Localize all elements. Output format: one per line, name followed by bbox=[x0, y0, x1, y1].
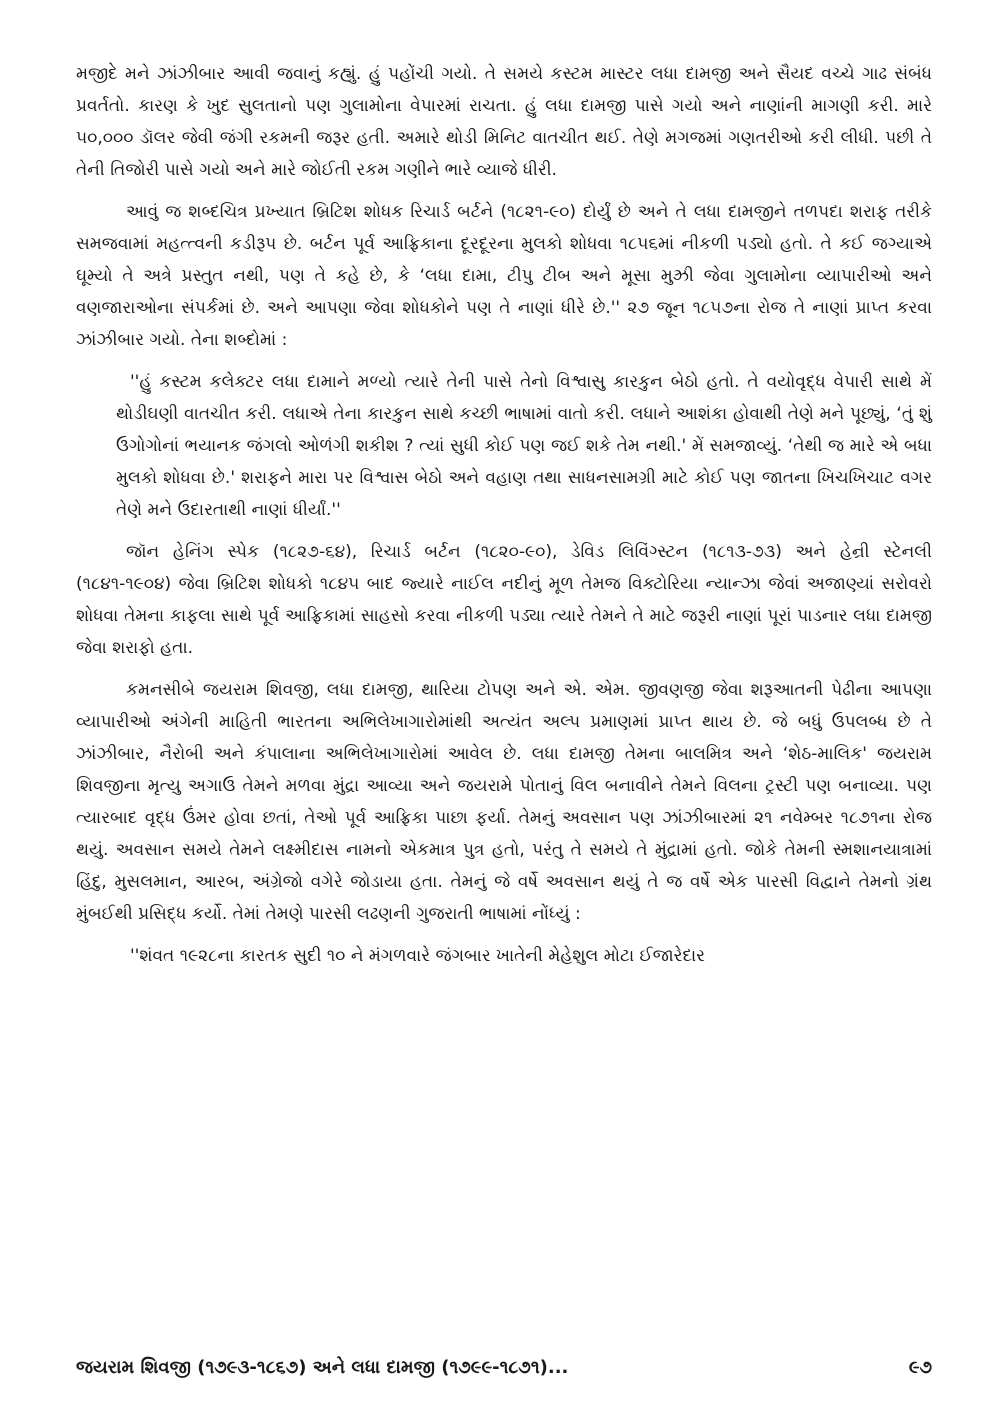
page-number: ૯૭ bbox=[908, 1357, 932, 1378]
page-footer bbox=[76, 1357, 932, 1378]
paragraph-explorers: જૉન હેનિંગ સ્પેક (૧૮૨૭-૬૪), રિચાર્ડ બર્ટન (૧૮૨૦-૯૦), ડેવિડ લિવિંગ્સ્ટન (૧૮૧૩-૭૩) અને હેન્રી સ્ટેનલી (૧૮૪૧-૧૯૦૪) જેવા બ્રિટિશ શોધકો ૧૮૪૫ બાદ જ્યારે નાઈલ નદીનું મૂળ તેમજ વિક્ટોરિયા ન્યાન્ઝા જેવાં અજાણ્યાં સરોવરો શોધવા તેમના કાફલા સાથે પૂર્વ આફ્રિકામાં સાહસો કરવા નીકળી પડ્યા ત્યારે તેમને તે માટે જરૂરી નાણાં પૂરાં પાડનાર લધા દામજી જેવા શરાફો હતા. bbox=[76, 542, 933, 658]
paragraph-archives: કમનસીબે જયરામ શિવજી, લધા દામજી, થારિયા ટોપણ અને એ. એમ. જીવણજી જેવા શરૂઆતની પેઢીના આપણા વ્યાપારીઓ અંગેની માહિતી ભારતના અભિલેખાગારોમાંથી અત્યંત અલ્પ પ્રમાણમાં પ્રાપ્ત થાય છે. જે બધું ઉપલબ્ધ છે તે ઝાંઝીબાર, નૈરોબી અને કંપાલાના અભિલેખાગારોમાં આવેલ છે. લધા દામજી તેમના બાલમિત્ર અને ‘શેઠ-માલિક' જયરામ શિવજીના મૃત્યુ અગાઉ તેમને મળવા મુંદ્રા આવ્યા અને જયરામે પોતાનું વિલ બનાવીને તેમને વિલના ટ્રસ્ટી પણ બનાવ્યા. પણ ત્યારબાદ વૃદ્ધ ઉંમર હોવા છતાં, તેઓ પૂર્વ આફ્રિકા પાછા ફર્યા. તેમનું અવસાન પણ ઝાંઝીબારમાં ૨૧ નવેમ્બર ૧૮૭૧ના રોજ થયું. અવસાન સમયે તેમને લક્ષ્મીદાસ નામનો એકમાત્ર પુત્ર હતો, પરંતુ તે સમયે તે મુંદ્રામાં હતો. જોકે તેમની સ્મશાનયાત્રામાં હિંદુ, મુસલમાન, આરબ, અંગ્રેજો વગેરે જોડાયા હતા. તેમનું જે વર્ષે અવસાન થયું તે જ વર્ષે એક પારસી વિદ્વાને તેમનો ગ્રંથ મુંબઈથી પ્રસિદ્ધ કર્યો. તેમાં તેમણે પારસી લઢણની ગુજરાતી ભાષામાં નોંધ્યું : bbox=[76, 680, 932, 924]
running-title: જયરામ શિવજી (૧૭૯૩-૧૮૬૭) અને લધા દામજી (૧૭૯૯-૧૮૭૧)... bbox=[76, 1357, 569, 1378]
paragraph-burton-description: આવું જ શબ્દચિત્ર પ્રખ્યાત બ્રિટિશ શોધક રિચાર્ડ બર્ટને (૧૮૨૧-૯૦) દોર્યું છે અને તે લધા દામજીને તળપદા શરાફ તરીકે સમજવામાં મહત્ત્વની કડીરૂપ છે. બર્ટન પૂર્વ આફ્રિકાના દૂરદૂરના મુલકો શોધવા ૧૮૫૬માં નીકળી પડ્યો હતો. તે કઈ જગ્યાએ ઘૂમ્યો તે અત્રે પ્રસ્તુત નથી, પણ તે કહે છે, કે ‘લધા દામા, ટીપુ ટીબ અને મૂસા મુઝ્રી જેવા ગુલામોના વ્યાપારીઓ અને વણજારાઓના સંપર્કમાં છે. અને આપણા જેવા શોધકોને પણ તે નાણાં ધીરે છે.'' ૨૭ જૂન ૧૮૫૭ના રોજ તે નાણાં પ્રાપ્ત કરવા ઝાંઝીબાર ગયો. તેના શબ્દોમાં : bbox=[76, 202, 932, 350]
body-text bbox=[76, 58, 932, 972]
paragraph-quote-continuation: મજીદે મને ઝાંઝીબાર આવી જવાનું કહ્યું. હું પહોંચી ગયો. તે સમયે કસ્ટમ માસ્ટર લધા દામજી અને સૈયદ વચ્ચે ગાઢ સંબંધ પ્રવર્તતો. કારણ કે ખુદ સુલતાનો પણ ગુલામોના વેપારમાં રાચતા. હું લધા દામજી પાસે ગયો અને નાણાંની માગણી કરી. મારે ૫૦,૦૦૦ ડૉલર જેવી જંગી રકમની જરૂર હતી. અમારે થોડી મિનિટ વાતચીત થઈ. તેણે મગજમાં ગણતરીઓ કરી લીધી. પછી તે તેની તિજોરી પાસે ગયો અને મારે જોઈતી રકમ ગણીને ભારે વ્યાજે ધીરી. bbox=[76, 64, 932, 180]
paragraph-burton-quote: ''હું કસ્ટમ કલેક્ટર લધા દામાને મળ્યો ત્યારે તેની પાસે તેનો વિશ્વાસુ કારકુન બેઠો હતો. તે વયોવૃદ્ધ વેપારી સાથે મેં થોડીઘણી વાતચીત કરી. લધાએ તેના કારકુન સાથે કચ્છી ભાષામાં વાતો કરી. લધાને આશંકા હોવાથી તેણે મને પૂછ્યું, ‘તું શું ઉગોગોનાં ભયાનક જંગલો ઓળંગી શકીશ ? ત્યાં સુધી કોઈ પણ જઈ શકે તેમ નથી.' મેં સમજાવ્યું. ‘તેથી જ મારે એ બધા મુલકો શોધવા છે.' શરાફને મારા પર વિશ્વાસ બેઠો અને વહાણ તથા સાધનસામગ્રી માટે કોઈ પણ જાતના ખિચખિચાટ વગર તેણે મને ઉદારતાથી નાણાં ધીર્યાં.'' bbox=[116, 372, 932, 520]
paragraph-parsi-quote: ''શંવત ૧૯૨૮ના કારતક સુદી ૧૦ ને મંગળવારે જંગબાર ખાતેની મેહેશુલ મોટા ઈજારેદાર bbox=[130, 946, 705, 966]
